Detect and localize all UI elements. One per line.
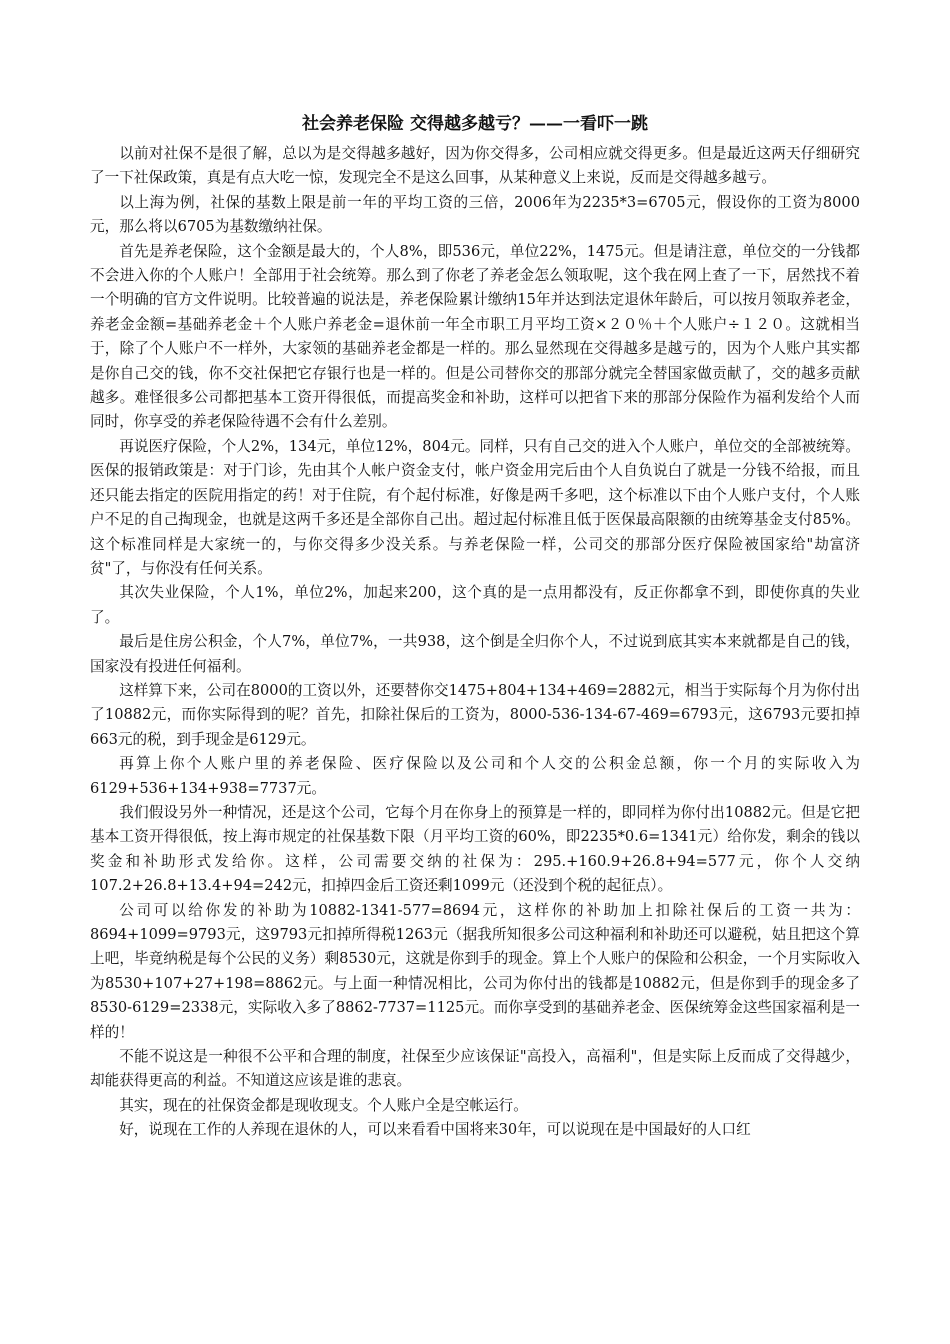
paragraph-unfair: 不能不说这是一种很不公平和合理的制度，社保至少应该保证"高投入，高福利"，但是实际上反而成了交得越少，却能获得更高的利益。不知道这应该是谁的悲哀。: [90, 1048, 860, 1090]
paragraph-demographics: 好，说现在工作的人养现在退休的人，可以来看看中国将来30年，可以说现在是中国最好的人口红: [119, 1121, 751, 1139]
document-page: [90, 112, 860, 1143]
paragraph-calculation-1: 这样算下来，公司在8000的工资以外，还要替你交1475+804+134+469=2882元，相当于实际每个月为你付出了10882元，而你实际得到的呢？首先，扣除社保后的工资为，8000-536-134-67-469=6793元，这6793元要扣掉663元的税，到手现金是6129元。: [90, 681, 860, 748]
paragraph-shanghai-base: 以上海为例，社保的基数上限是前一年的平均工资的三倍，2006年为2235*3=6705元，假设你的工资为8000元，那么将以6705为基数缴纳社保。: [90, 193, 860, 236]
paragraph-unemployment: 其次失业保险，个人1%，单位2%，加起来200，这个真的是一点用都没有，反正你都拿不到，即使你真的失业了。: [90, 584, 860, 626]
document-title: 社会养老保险 交得越多越亏？——一看吓一跳: [302, 114, 648, 134]
paragraph-intro: 以前对社保不是很了解，总以为是交得越多越好，因为你交得多，公司相应就交得更多。但是最近这两天仔细研究了一下社保政策，真是有点大吃一惊，发现完全不是这么回事，从某种意义上来说，反而是交得越多越亏。: [90, 145, 860, 187]
paragraph-subsidy: 公司可以给你发的补助为10882-1341-577=8694元，这样你的补助加上扣除社保后的工资一共为：8694+1099=9793元，这9793元扣掉所得税1263元（据我所知很多公司这种福利和补助还可以避税，姑且把这个算上吧，毕竟纳税是每个公民的义务）剩8530元，这就是你到手的现金。算上个人账户的保险和公积金，一个月实际收入为8530+107+27+198=8862元。与上面一种情况相比，公司为你付出的钱都是10882元，但是你到手的现金多了8530-6129=2338元，实际收入多了8862-7737=1125元。而你享受到的基础养老金、医保统筹金这些国家福利是一样的！: [90, 901, 860, 1041]
paragraph-scenario-2: 我们假设另外一种情况，还是这个公司，它每个月在你身上的预算是一样的，即同样为你付出10882元。但是它把基本工资开得很低，按上海市规定的社保基数下限（月平均工资的60%，即2235*0.6=1341元）给你发，剩余的钱以奖金和补助形式发给你。这样，公司需要交纳的社保为：295.+160.9+26.8+94=577元，你个人交纳107.2+26.8+13.4+94=242元，扣掉四金后工资还剩1099元（还没到个税的起征点）。: [90, 803, 860, 895]
paragraph-actual-income: 再算上你个人账户里的养老保险、医疗保险以及公司和个人交的公积金总额，你一个月的实际收入为6129+536+134+938=7737元。: [90, 755, 860, 797]
paragraph-medical: 再说医疗保险，个人2%，134元，单位12%，804元。同样，只有自己交的进入个人账户，单位交的全部被统筹。医保的报销政策是：对于门诊，先由其个人帐户资金支付，帐户资金用完后由个人自负说白了就是一分钱不给报，而且还只能去指定的医院用指定的药！对于住院，有个起付标准，好像是两千多吧，这个标准以下由个人账户支付，个人账户不足的自己掏现金，也就是这两千多还是全部你自己出。超过起付标准且低于医保最高限额的由统筹基金支付85%。这个标准同样是大家统一的，与你交得多少没关系。与养老保险一样，公司交的那部分医疗保险被国家给"劫富济贫"了，与你没有任何关系。: [90, 437, 860, 577]
paragraph-pension: 首先是养老保险，这个金额是最大的，个人8%，即536元，单位22%，1475元。但是请注意，单位交的一分钱都不会进入你的个人账户！全部用于社会统筹。那么到了你老了养老金怎么领取呢，这个我在网上查了一下，居然找不着一个明确的官方文件说明。比较普遍的说法是，养老保险累计缴纳15年并达到法定退休年龄后，可以按月领取养老金，养老金金额=基础养老金＋个人账户养老金=退休前一年全市职工月平均工资×２０％＋个人账户÷１２０。这就相当于，除了个人账户不一样外，大家领的基础养老金都是一样的。那么显然现在交得越多是越亏的，因为个人账户其实都是你自己交的钱，你不交社保把它存银行也是一样的。但是公司替你交的那部分就完全替国家做贡献了，交的越多贡献越多。难怪很多公司都把基本工资开得很低，而提高奖金和补助，这样可以把省下来的那部分保险作为福利发给个人而同时，你享受的养老保险待遇不会有什么差别。: [90, 242, 860, 431]
paragraph-pay-as-you-go: 其实，现在的社保资金都是现收现支。个人账户全是空帐运行。: [119, 1096, 528, 1114]
paragraph-housing-fund: 最后是住房公积金，个人7%，单位7%，一共938，这个倒是全归你个人，不过说到底其实本来就都是自己的钱，国家没有投进任何福利。: [90, 633, 860, 675]
